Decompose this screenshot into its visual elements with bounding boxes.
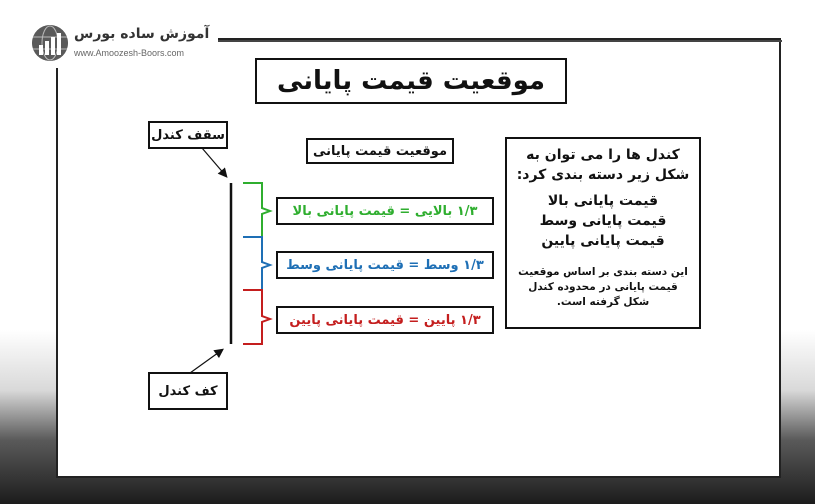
info-item-low: قیمت پایانی پایین (541, 233, 665, 249)
brand-url: www.Amoozesh-Boors.com (74, 48, 185, 58)
middle-bracket (243, 237, 270, 290)
floor-arrow (190, 350, 222, 373)
info-item-middle: قیمت پایانی وسط (539, 213, 667, 229)
ceiling-arrow (202, 148, 226, 176)
lower-third-box: ۱/۳ پایین = قیمت پایانی پایین (276, 306, 494, 334)
lower-bracket (243, 290, 270, 344)
info-item-high: قیمت پایانی بالا (547, 193, 659, 209)
brand-name: آموزش ساده بورس (74, 26, 210, 42)
upper-bracket (243, 183, 270, 237)
candle-floor-label: کف کندل (148, 372, 228, 410)
upper-third-box: ۱/۳ بالایی = قیمت پایانی بالا (276, 197, 494, 225)
info-note: این دسته بندی بر اساس موقعیت قیمت پایانی در محدوده کندل شکل گرفته است. (518, 266, 688, 308)
candle-ceiling-label: سقف کندل (148, 121, 228, 149)
page-title: موقعیت قیمت پایانی (255, 58, 567, 104)
section-title: موقعیت قیمت پایانی (306, 138, 454, 164)
info-heading: کندل ها را می توان به شکل زیر دسته بندی کرد: (516, 147, 690, 183)
middle-third-box: ۱/۳ وسط = قیمت پایانی وسط (276, 251, 494, 279)
